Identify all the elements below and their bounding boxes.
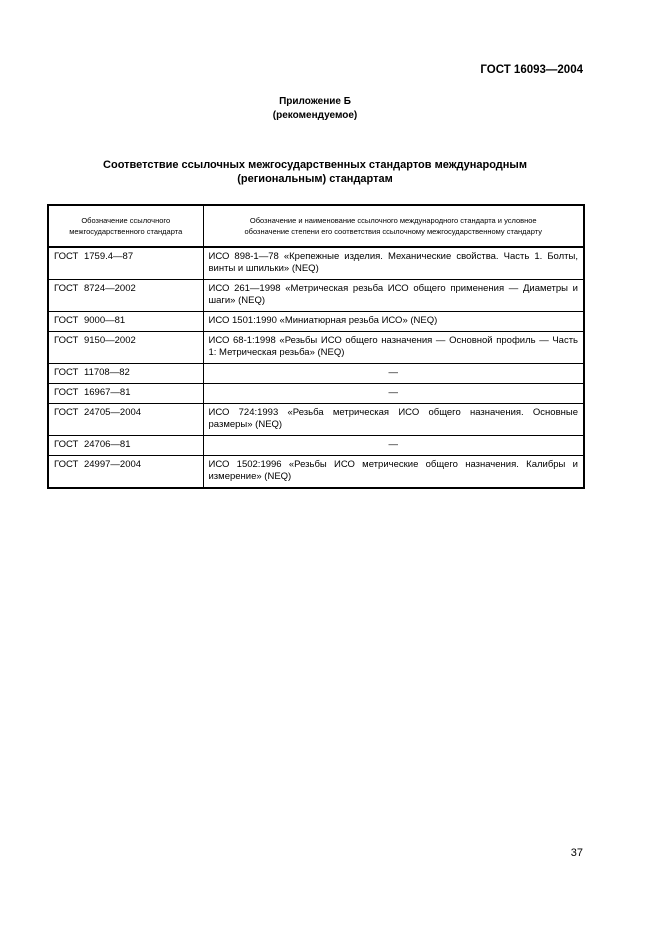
iso-cell: ИСО 1501:1990 «Миниатюрная резьба ИСО» (NEQ) xyxy=(203,312,584,332)
table-row xyxy=(48,247,584,280)
iso-cell: ИСО 68-1:1998 «Резьбы ИСО общего назначения — Основной профиль — Часть 1: Метрическая резьба» (NEQ) xyxy=(203,332,584,364)
appendix-heading xyxy=(0,95,630,123)
table-row xyxy=(48,436,584,456)
gost-cell: ГОСТ 24706—81 xyxy=(48,436,203,456)
gost-cell: ГОСТ 1759.4—87 xyxy=(48,247,203,280)
table-row xyxy=(48,332,584,364)
standards-correspondence-table xyxy=(47,204,585,489)
iso-cell: — xyxy=(203,384,584,404)
iso-cell: — xyxy=(203,436,584,456)
column-header-gost: Обозначение ссылочного межгосударственного стандарта xyxy=(48,205,203,247)
table-row xyxy=(48,280,584,312)
table-row xyxy=(48,384,584,404)
gost-cell: ГОСТ 9150—2002 xyxy=(48,332,203,364)
table-header-row xyxy=(48,205,584,247)
title-line-2: (региональным) стандартам xyxy=(237,173,393,185)
iso-cell: ИСО 724:1993 «Резьба метрическая ИСО общего назначения. Основные размеры» (NEQ) xyxy=(203,404,584,436)
gost-cell: ГОСТ 24997—2004 xyxy=(48,456,203,489)
table-row xyxy=(48,312,584,332)
iso-cell: ИСО 1502:1996 «Резьбы ИСО метрические общего назначения. Калибры и измерение» (NEQ) xyxy=(203,456,584,489)
table-row xyxy=(48,456,584,489)
gost-cell: ГОСТ 11708—82 xyxy=(48,364,203,384)
gost-cell: ГОСТ 9000—81 xyxy=(48,312,203,332)
column-header-iso: Обозначение и наименование ссылочного международного стандарта и условное обозначение степени его соответствия ссылочному межгосударственному стандарту xyxy=(203,205,584,247)
page-number: 37 xyxy=(570,847,583,859)
appendix-status: (рекомендуемое) xyxy=(272,110,358,121)
table-row xyxy=(48,404,584,436)
iso-cell: ИСО 261—1998 «Метрическая резьба ИСО общего применения — Диаметры и шаги» (NEQ) xyxy=(203,280,584,312)
document-code: ГОСТ 16093—2004 xyxy=(480,64,583,76)
appendix-label: Приложение Б xyxy=(279,96,351,107)
document-title xyxy=(48,158,582,186)
title-line-1: Соответствие ссылочных межгосударственных стандартов международным xyxy=(103,159,527,171)
gost-cell: ГОСТ 8724—2002 xyxy=(48,280,203,312)
table-row xyxy=(48,364,584,384)
gost-cell: ГОСТ 16967—81 xyxy=(48,384,203,404)
iso-cell: — xyxy=(203,364,584,384)
iso-cell: ИСО 898-1—78 «Крепежные изделия. Механические свойства. Часть 1. Болты, винты и шпильки» (NEQ) xyxy=(203,247,584,280)
gost-cell: ГОСТ 24705—2004 xyxy=(48,404,203,436)
